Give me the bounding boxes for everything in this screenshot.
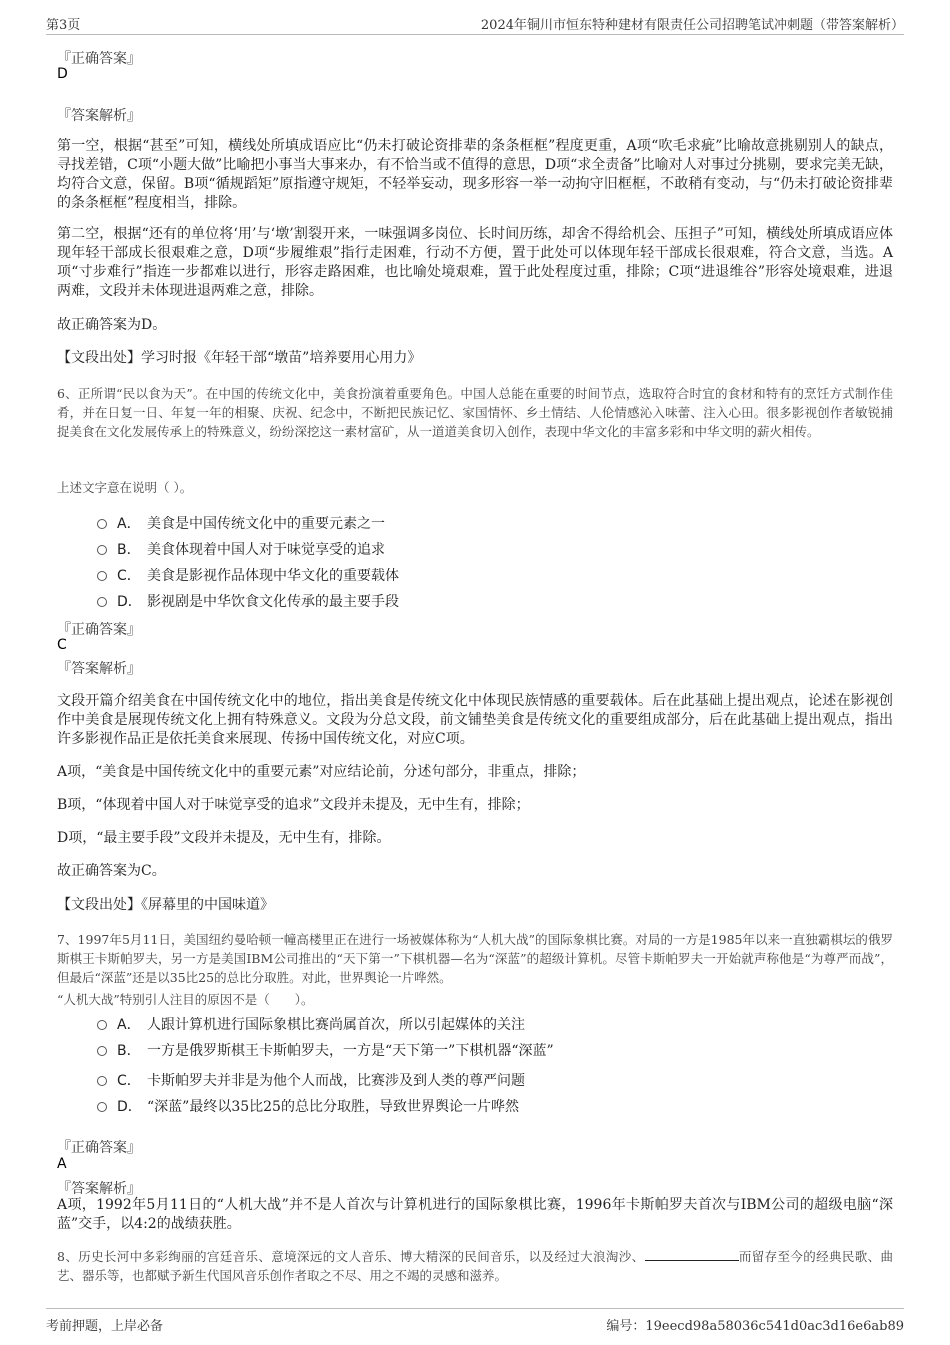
page-footer: [46, 1308, 904, 1333]
option-text: 卡斯帕罗夫并非是为他个人而战，比赛涉及到人类的尊严问题: [147, 1073, 525, 1089]
q6-option-c[interactable]: [97, 565, 399, 585]
option-letter: D．: [117, 1099, 142, 1115]
option-text: 美食是中国传统文化中的重要元素之一: [147, 516, 385, 532]
q6-analysis-p1: 文段开篇介绍美食在中国传统文化中的地位，指出美食是传统文化中体现民族情感的重要载体。后在此基础上提出观点，论述在影视创作中美食是展现传统文化上拥有特殊意义。文段为分总文段，前文铺垫美食是传统文化的重要组成部分，后在此基础上提出观点，指出许多影视作品正是依托美食来展现、传扬中国传统文化，对应C项。: [57, 693, 893, 747]
q7-question: “人机大战”特别引人注目的原因不是（ ）。: [57, 992, 314, 1007]
option-letter: C．: [117, 568, 141, 584]
footer-slogan: 考前押题，上岸必备: [46, 1319, 164, 1334]
radio-icon[interactable]: [97, 597, 107, 607]
q8-stem: [57, 1247, 893, 1285]
q7-analysis-p1: A项，1992年5月11日的“人机大战”并不是人首次与计算机进行的国际象棋比赛，1996年卡斯帕罗夫首次与IBM公司的超级电脑“深蓝”交手，以4:2的战绩获胜。: [57, 1197, 893, 1232]
q7-analysis-label: 『答案解析』: [57, 1181, 141, 1197]
q5-analysis-label: 『答案解析』: [57, 108, 141, 124]
q6-analysis-d: D项，“最主要手段”文段并未提及，无中生有，排除。: [57, 830, 391, 846]
q5-analysis-p2: 第二空，根据“还有的单位将‘用’与‘墩’割裂开来，一味强调多岗位、长时间历练，却舍不得给机会、压担子”可知，横线处所填成语应体现年轻干部成长很艰难之意，D项“步履维艰”指行走困难，行动不方便，置于此处可以体现年轻干部成长很艰难，符合文意，当选。A项“寸步难行”指连一步都难以进行，形容走路困难，也比喻处境艰难，置于此处程度过重，排除；C项“进退维谷”形容处境艰难，进退两难，文段并未体现进退两难之意，排除。: [57, 226, 893, 299]
option-letter: C．: [117, 1073, 141, 1089]
radio-icon[interactable]: [97, 1020, 107, 1030]
q6-option-d[interactable]: [97, 591, 399, 611]
option-text: 美食是影视作品体现中华文化的重要载体: [147, 568, 399, 584]
page-number: 第3页: [46, 18, 81, 33]
q7-correct-answer: A: [57, 1156, 67, 1172]
q7-stem: 7、1997年5月11日，美国纽约曼哈顿一幢高楼里正在进行一场被媒体称为“人机大战”的国际象棋比赛。对局的一方是1985年以来一直独霸棋坛的俄罗斯棋王卡斯帕罗夫，另一方是美国IBM公司推出的“天下第一”下棋机器—名为“深蓝”的超级计算机。尽管卡斯帕罗夫一开始就声称他是“为尊严而战”，但最后“深蓝”还是以35比25的总比分取胜。对此，世界舆论一片哗然。: [57, 932, 893, 985]
option-letter: B．: [117, 1043, 141, 1059]
option-text: 一方是俄罗斯棋王卡斯帕罗夫，一方是“天下第一”下棋机器“深蓝”: [147, 1043, 554, 1059]
option-text: 美食体现着中国人对于味觉享受的追求: [147, 542, 385, 558]
radio-icon[interactable]: [97, 1102, 107, 1112]
q6-option-a[interactable]: [97, 513, 385, 533]
q6-analysis-label: 『答案解析』: [57, 661, 141, 677]
fill-blank[interactable]: [645, 1248, 739, 1261]
q6-question: 上述文字意在说明（ ）。: [57, 480, 193, 495]
q7-option-d[interactable]: [97, 1096, 519, 1116]
q6-option-b[interactable]: [97, 539, 385, 559]
radio-icon[interactable]: [97, 1046, 107, 1056]
option-text: 人跟计算机进行国际象棋比赛尚属首次，所以引起媒体的关注: [147, 1017, 525, 1033]
q7-option-a[interactable]: [97, 1014, 525, 1034]
radio-icon[interactable]: [97, 1076, 107, 1086]
option-letter: A．: [117, 516, 141, 532]
radio-icon[interactable]: [97, 571, 107, 581]
q5-correct-label: 『正确答案』: [57, 51, 141, 67]
q5-correct-answer: D: [57, 66, 68, 82]
option-text: 影视剧是中华饮食文化传承的最主要手段: [147, 594, 399, 610]
q6-correct-label: 『正确答案』: [57, 622, 141, 638]
option-letter: D．: [117, 594, 142, 610]
page-header: [46, 10, 904, 35]
radio-icon[interactable]: [97, 519, 107, 529]
q5-analysis-p1: 第一空，根据“甚至”可知，横线处所填成语应比“仍未打破论资排辈的条条框框”程度更重，A项“吹毛求疵”比喻故意挑剔别人的缺点，寻找差错，C项“小题大做”比喻把小事当大事来办，有不恰当或不值得的意思，D项“求全责备”比喻对人对事过分挑剔，要求完美无缺，均符合文意，保留。B项“循规蹈矩”原指遵守规矩，不轻举妄动，现多形容一举一动拘守旧框框，不敢稍有变动，与“仍未打破论资排辈的条条框框”程度相当，排除。: [57, 138, 893, 211]
option-letter: B．: [117, 542, 141, 558]
q6-stem: 6、正所谓“民以食为天”。在中国的传统文化中，美食扮演着重要角色。中国人总能在重要的时间节点，选取符合时宜的食材和特有的烹饪方式制作佳肴，并在日复一日、年复一年的相聚、庆祝、纪念中，不断把民族记忆、家国情怀、乡土情结、人伦情感沁入味蕾、注入心田。很多影视创作者敏锐捕捉美食在文化发展传承上的特殊意义，纷纷深挖这一素材富矿，从一道道美食切入创作，表现中华文化的丰富多彩和中华文明的薪火相传。: [57, 386, 893, 439]
q6-conclusion: 故正确答案为C。: [57, 863, 166, 879]
q6-correct-answer: C: [57, 637, 67, 653]
q6-analysis-a: A项，“美食是中国传统文化中的重要元素”对应结论前，分述句部分，非重点，排除；: [57, 764, 586, 780]
q8-stem-before: 8、历史长河中多彩绚丽的宫廷音乐、意境深远的文人音乐、博大精深的民间音乐，以及经过大浪淘沙、: [57, 1249, 645, 1264]
option-text: “深蓝”最终以35比25的总比分取胜，导致世界舆论一片哗然: [147, 1099, 519, 1115]
q5-conclusion: 故正确答案为D。: [57, 317, 167, 333]
q7-correct-label: 『正确答案』: [57, 1140, 141, 1156]
q6-source: 【文段出处】《屏幕里的中国味道》: [57, 897, 274, 913]
document-id: 编号：19eecd98a58036c541d0ac3d16e6ab89: [606, 1319, 904, 1334]
q5-source: 【文段出处】学习时报《年轻干部“墩苗”培养要用心用力》: [57, 350, 422, 366]
q7-option-c[interactable]: [97, 1070, 525, 1090]
q8-stem-after: 而留存至今的经典民歌、曲艺、器乐等，也都赋予新生代国风音乐创作者取之不尽、用之不竭的灵感和滋养。: [57, 1249, 893, 1283]
q7-option-b[interactable]: [97, 1040, 554, 1060]
radio-icon[interactable]: [97, 545, 107, 555]
option-letter: A．: [117, 1017, 141, 1033]
document-title: 2024年铜川市恒东特种建材有限责任公司招聘笔试冲刺题（带答案解析）: [480, 18, 904, 33]
q6-analysis-b: B项，“体现着中国人对于味觉享受的追求”文段并未提及，无中生有，排除；: [57, 797, 530, 813]
